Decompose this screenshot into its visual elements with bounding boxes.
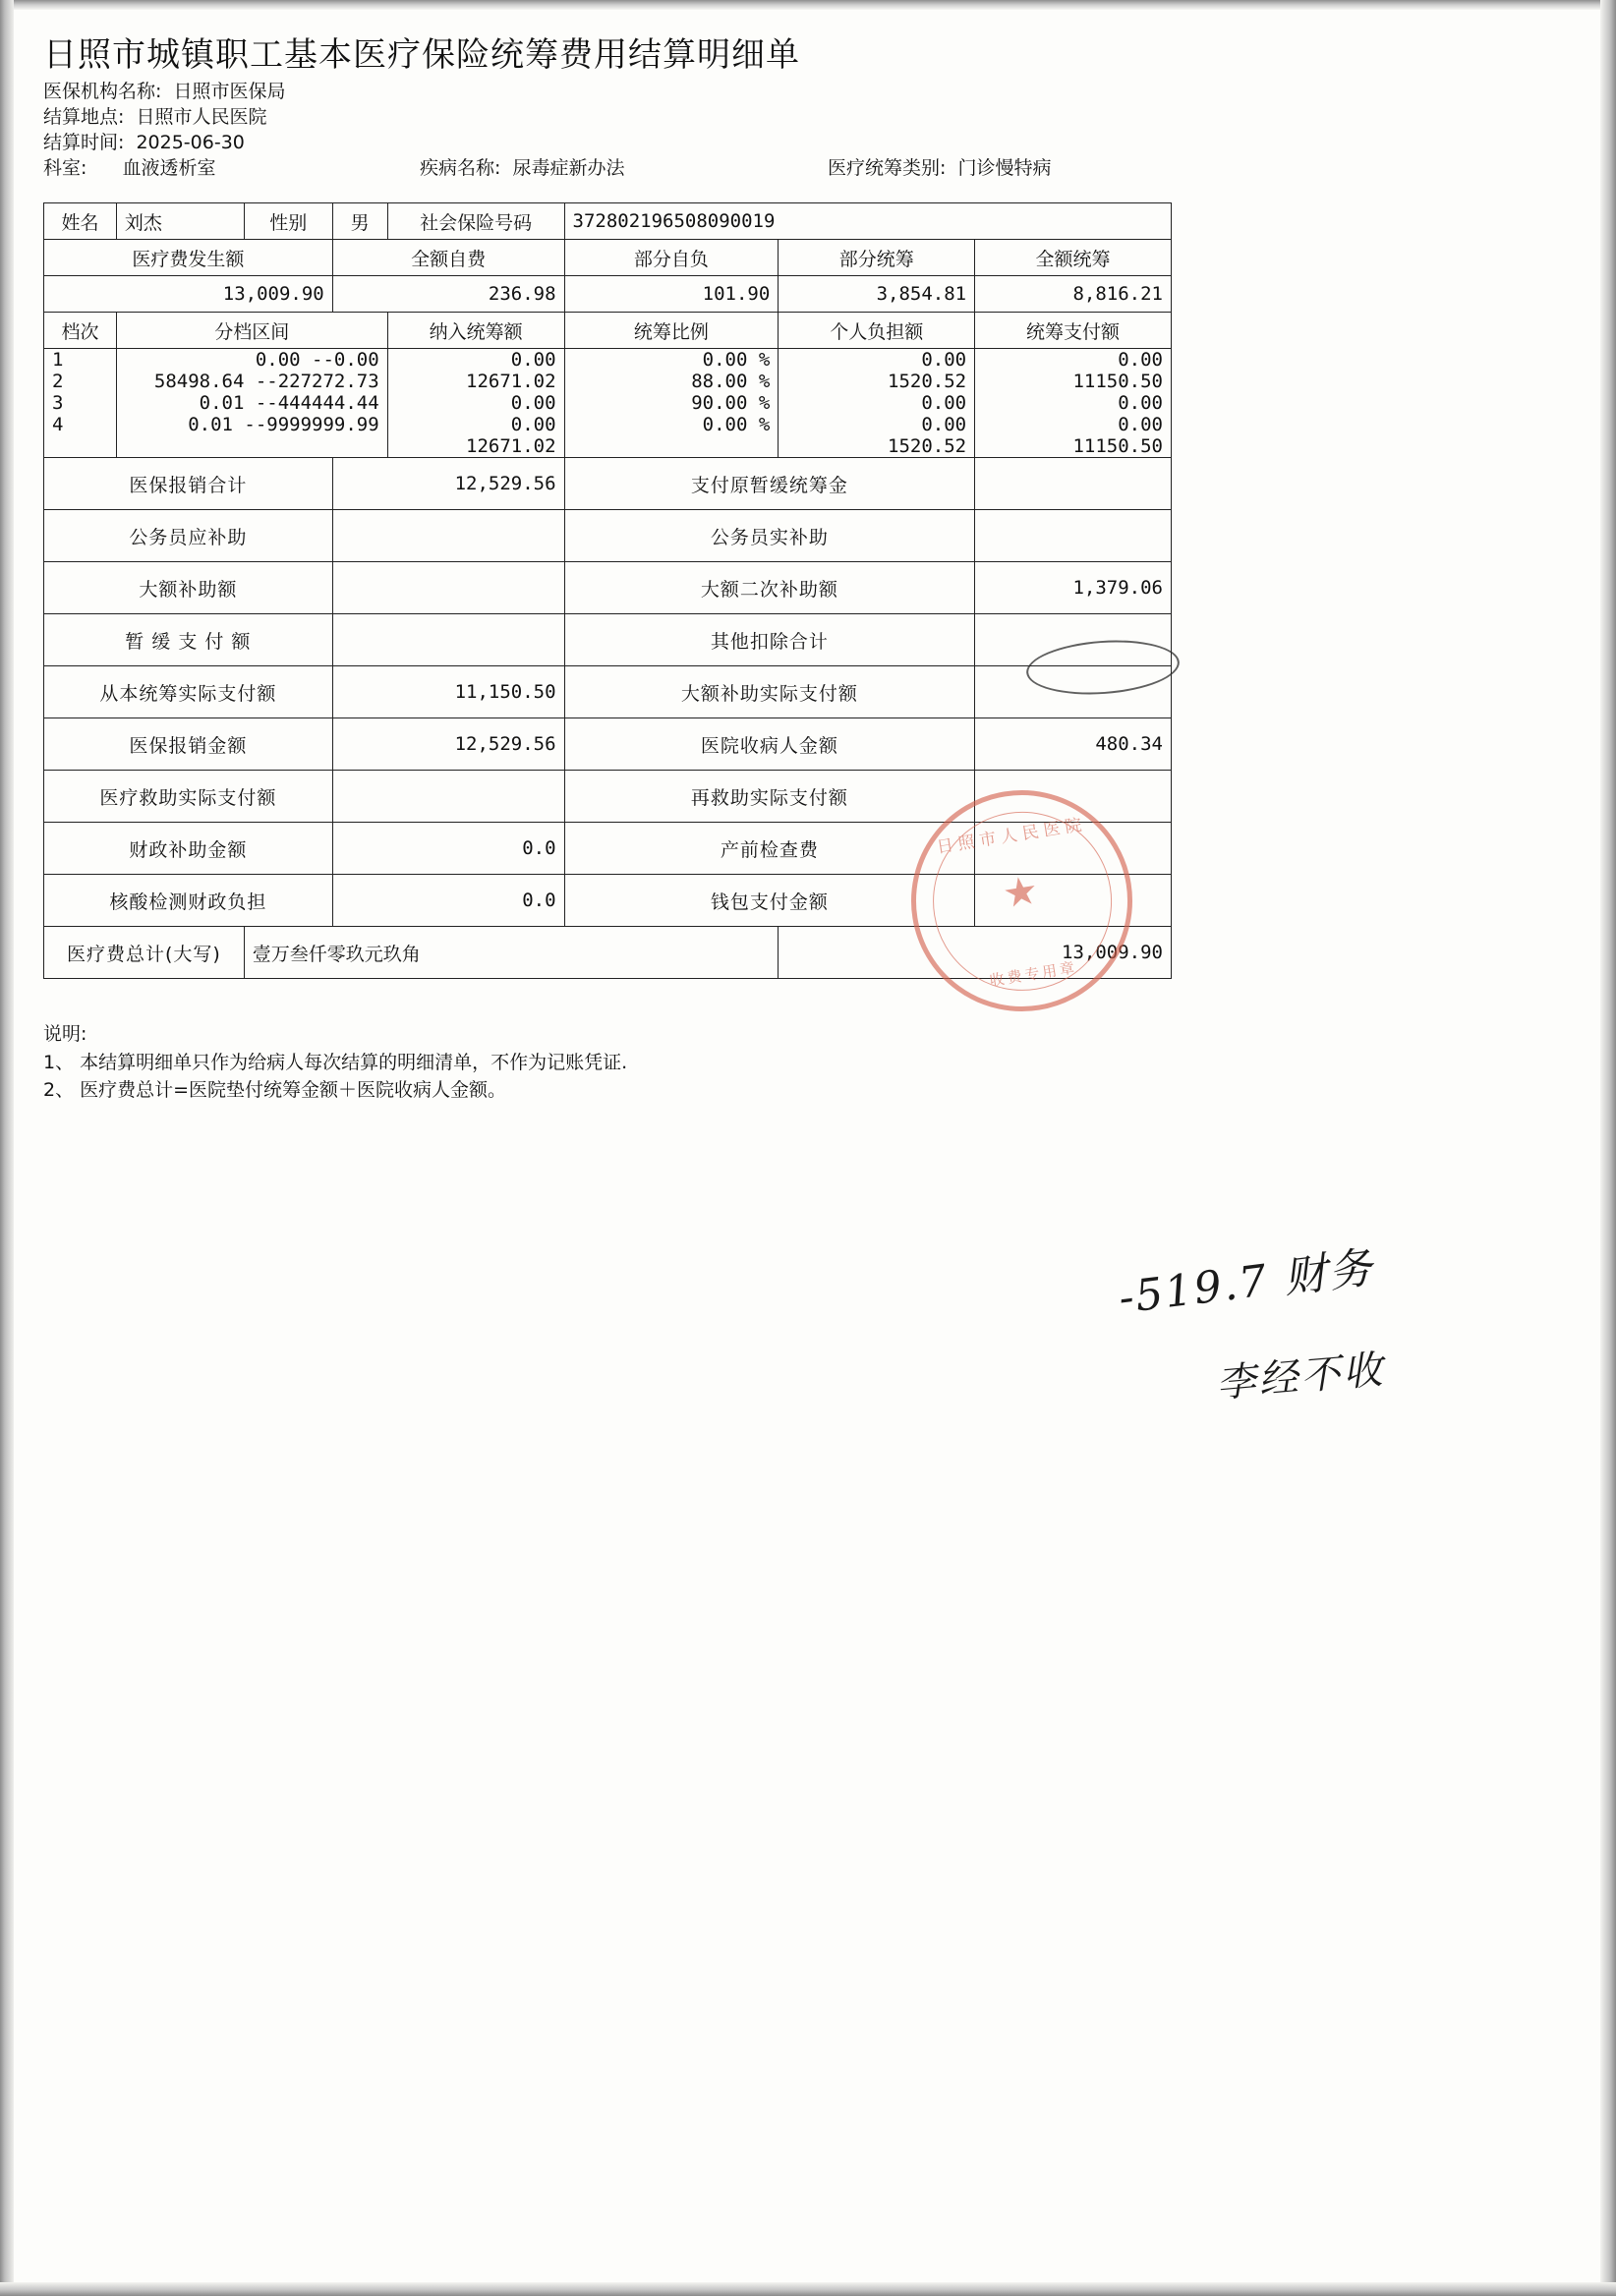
amount-value-self-pay: 236.98 <box>332 276 564 313</box>
tier-range: 58498.64 --227272.73 <box>116 371 387 392</box>
meta-time-value: 2025-06-30 <box>136 132 245 153</box>
patient-sn-value: 372802196508090019 <box>564 203 1171 240</box>
tier-pooled: 0.00 <box>975 392 1172 414</box>
table-row <box>44 392 1172 414</box>
settlement-table <box>43 202 1172 979</box>
summary-left-label: 财政补助金额 <box>44 823 333 875</box>
summary-right-label: 再救助实际支付额 <box>564 771 975 823</box>
tier-pooled: 0.00 <box>975 349 1172 372</box>
summary-left-value <box>332 562 564 614</box>
seal-top-text: 日照市人民医院 <box>935 814 1088 858</box>
summary-right-value: 480.34 <box>975 718 1172 771</box>
paper-edge-bottom <box>0 2282 1616 2296</box>
summary-right-label: 产前检查费 <box>564 823 975 875</box>
meta-disease <box>420 153 624 180</box>
summary-left-value: 12,529.56 <box>332 718 564 771</box>
summary-right-value <box>975 823 1172 875</box>
summary-right-label: 其他扣除合计 <box>564 614 975 666</box>
summary-right-value: 1,379.06 <box>975 562 1172 614</box>
amount-value-occurred: 13,009.90 <box>44 276 333 313</box>
tier-total-row <box>44 435 1172 458</box>
meta-time <box>43 128 245 154</box>
summary-row <box>44 823 1172 875</box>
table-row <box>44 349 1172 372</box>
summary-row <box>44 458 1172 510</box>
document-body <box>22 14 1590 2274</box>
summary-row <box>44 510 1172 562</box>
tier-personal: 0.00 <box>779 414 975 435</box>
patient-sn-label: 社会保险号码 <box>387 203 564 240</box>
meta-disease-value: 尿毒症新办法 <box>512 157 625 179</box>
notes-line-1: 1、 本结算明细单只作为给病人每次结算的明细清单，不作为记账凭证. <box>43 1051 628 1073</box>
tier-range: 0.01 --9999999.99 <box>116 414 387 435</box>
summary-right-value <box>975 458 1172 510</box>
summary-left-value <box>332 510 564 562</box>
tier-total-personal: 1520.52 <box>779 435 975 458</box>
tier-range: 0.00 --0.00 <box>116 349 387 372</box>
summary-right-value <box>975 666 1172 718</box>
tier-ratio: 0.00 % <box>564 349 779 372</box>
tier-range: 0.01 --444444.44 <box>116 392 387 414</box>
patient-gender-label: 性别 <box>244 203 332 240</box>
tier-no: 2 <box>44 371 117 392</box>
patient-row <box>44 203 1172 240</box>
tier-header-row <box>44 313 1172 349</box>
tier-no: 1 <box>44 349 117 372</box>
summary-left-label: 大额补助额 <box>44 562 333 614</box>
summary-left-value <box>332 614 564 666</box>
tier-total-amount: 12671.02 <box>387 435 564 458</box>
meta-disease-label: 疾病名称: <box>420 157 501 179</box>
summary-left-label: 从本统筹实际支付额 <box>44 666 333 718</box>
summary-right-value <box>975 771 1172 823</box>
paper-edge-top <box>0 0 1616 10</box>
tier-pooled: 11150.50 <box>975 371 1172 392</box>
tier-amount: 0.00 <box>387 349 564 372</box>
tier-ratio: 90.00 % <box>564 392 779 414</box>
tier-header-pooled: 统筹支付额 <box>975 313 1172 349</box>
summary-left-value: 0.0 <box>332 823 564 875</box>
summary-right-label: 医院收病人金额 <box>564 718 975 771</box>
summary-left-label: 医保报销合计 <box>44 458 333 510</box>
tier-no: 3 <box>44 392 117 414</box>
amount-header-partial-self: 部分自负 <box>564 240 779 276</box>
amount-header-partial-pooled: 部分统筹 <box>779 240 975 276</box>
tier-total-range <box>116 435 387 458</box>
tier-no: 4 <box>44 414 117 435</box>
meta-place-value: 日照市人民医院 <box>136 106 267 128</box>
meta-organization <box>43 77 285 103</box>
meta-time-label: 结算时间: <box>43 132 125 153</box>
tier-total-no <box>44 435 117 458</box>
amount-value-partial-self: 101.90 <box>564 276 779 313</box>
notes-heading: 说明: <box>43 1023 87 1045</box>
summary-right-label: 公务员实补助 <box>564 510 975 562</box>
summary-right-label: 大额补助实际支付额 <box>564 666 975 718</box>
meta-category-value: 门诊慢特病 <box>957 157 1052 179</box>
table-row <box>44 414 1172 435</box>
summary-left-label: 暂 缓 支 付 额 <box>44 614 333 666</box>
total-chinese-amount: 壹万叁仟零玖元玖角 <box>244 927 779 979</box>
summary-left-label: 核酸检测财政负担 <box>44 875 333 927</box>
summary-row <box>44 614 1172 666</box>
meta-category <box>828 153 1051 180</box>
handwritten-note-2: 李经不收 <box>1214 1347 1387 1407</box>
summary-left-label: 公务员应补助 <box>44 510 333 562</box>
meta-department-value: 血液透析室 <box>122 157 216 179</box>
page-title: 日照市城镇职工基本医疗保险统筹费用结算明细单 <box>43 35 800 75</box>
summary-row <box>44 875 1172 927</box>
amount-header-self-pay: 全额自费 <box>332 240 564 276</box>
summary-left-label: 医保报销金额 <box>44 718 333 771</box>
seal-star-icon: ★ <box>1000 868 1042 917</box>
meta-organization-label: 医保机构名称: <box>43 81 162 102</box>
tier-ratio: 88.00 % <box>564 371 779 392</box>
summary-right-value <box>975 875 1172 927</box>
amount-value-row <box>44 276 1172 313</box>
meta-organization-value: 日照市医保局 <box>173 81 286 102</box>
summary-right-label: 支付原暂缓统筹金 <box>564 458 975 510</box>
total-row <box>44 927 1172 979</box>
patient-gender-value: 男 <box>332 203 387 240</box>
meta-category-label: 医疗统筹类别: <box>828 157 947 179</box>
notes-block <box>43 1020 627 1105</box>
summary-left-value: 11,150.50 <box>332 666 564 718</box>
summary-right-label: 钱包支付金额 <box>564 875 975 927</box>
table-row <box>44 371 1172 392</box>
tier-header-amount: 纳入统筹额 <box>387 313 564 349</box>
meta-department <box>43 153 215 180</box>
total-amount: 13,009.90 <box>779 927 1172 979</box>
amount-header-row <box>44 240 1172 276</box>
summary-row <box>44 718 1172 771</box>
summary-left-value: 0.0 <box>332 875 564 927</box>
amount-header-full-pooled: 全额统筹 <box>975 240 1172 276</box>
tier-amount: 0.00 <box>387 414 564 435</box>
tier-header-ratio: 统筹比例 <box>564 313 779 349</box>
meta-department-label: 科室: <box>43 157 87 179</box>
patient-name-value: 刘杰 <box>116 203 244 240</box>
tier-header-no: 档次 <box>44 313 117 349</box>
summary-right-value <box>975 510 1172 562</box>
tier-personal: 0.00 <box>779 349 975 372</box>
total-label: 医疗费总计(大写) <box>44 927 245 979</box>
amount-value-full-pooled: 8,816.21 <box>975 276 1172 313</box>
summary-left-value <box>332 771 564 823</box>
amount-value-partial-pooled: 3,854.81 <box>779 276 975 313</box>
tier-header-range: 分档区间 <box>116 313 387 349</box>
summary-right-value <box>975 614 1172 666</box>
tier-amount: 12671.02 <box>387 371 564 392</box>
summary-row <box>44 771 1172 823</box>
seal-bottom-text: 收费专用章 <box>988 958 1079 991</box>
amount-header-occurred: 医疗费发生额 <box>44 240 333 276</box>
tier-personal: 0.00 <box>779 392 975 414</box>
tier-pooled: 0.00 <box>975 414 1172 435</box>
meta-place <box>43 102 266 129</box>
tier-total-pooled: 11150.50 <box>975 435 1172 458</box>
summary-left-value: 12,529.56 <box>332 458 564 510</box>
tier-personal: 1520.52 <box>779 371 975 392</box>
paper-edge-left <box>0 0 14 2296</box>
paper-edge-right <box>1600 0 1616 2296</box>
tier-ratio: 0.00 % <box>564 414 779 435</box>
tier-total-ratio <box>564 435 779 458</box>
summary-row <box>44 666 1172 718</box>
summary-row <box>44 562 1172 614</box>
tier-amount: 0.00 <box>387 392 564 414</box>
meta-place-label: 结算地点: <box>43 106 125 128</box>
summary-left-label: 医疗救助实际支付额 <box>44 771 333 823</box>
summary-right-label: 大额二次补助额 <box>564 562 975 614</box>
handwritten-note-1: -519.7 财务 <box>1116 1242 1377 1324</box>
patient-name-label: 姓名 <box>44 203 117 240</box>
notes-line-2: 2、 医疗费总计=医院垫付统筹金额＋医院收病人金额。 <box>43 1079 507 1101</box>
tier-header-personal: 个人负担额 <box>779 313 975 349</box>
